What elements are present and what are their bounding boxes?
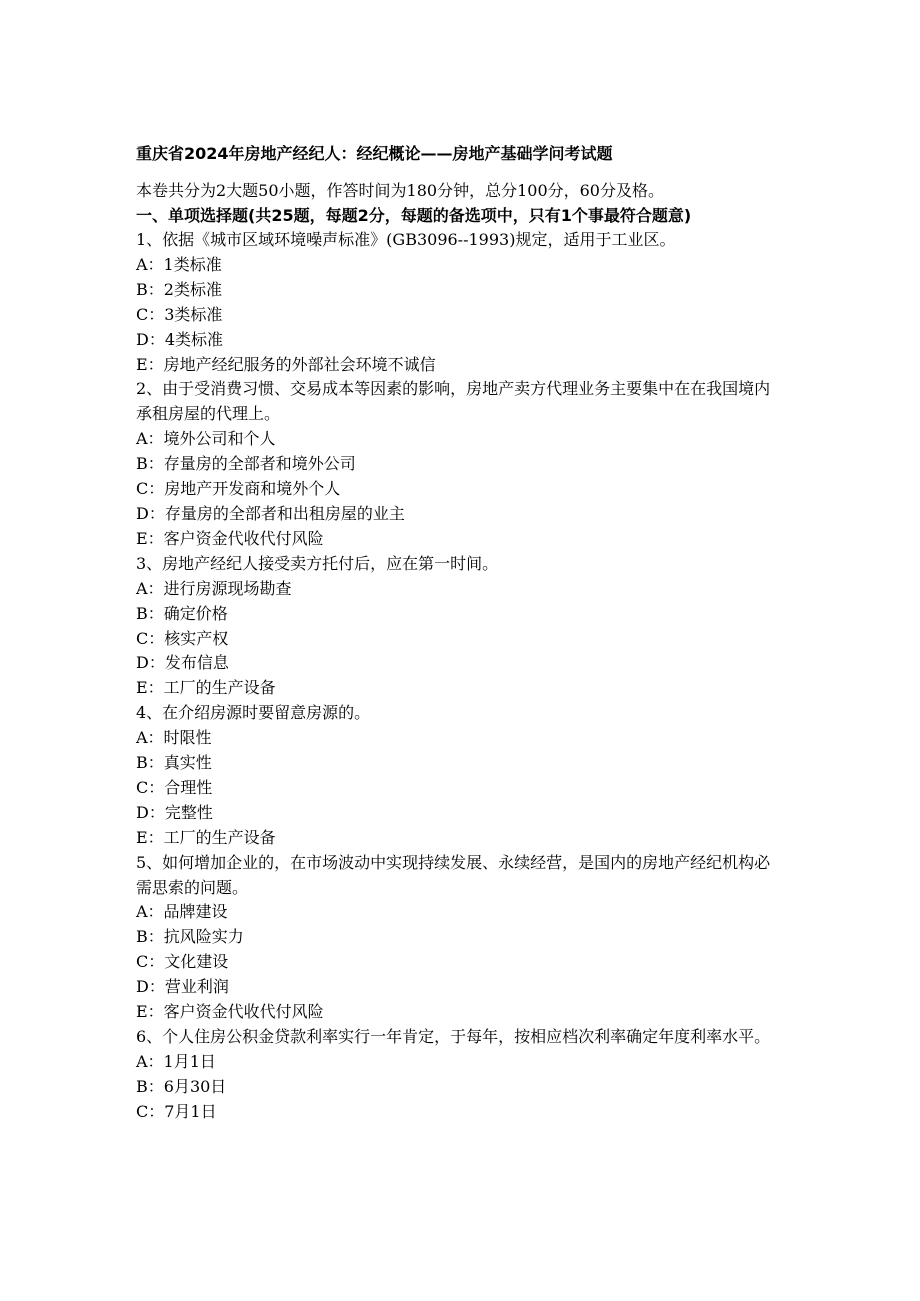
answer-option: B：存量房的全部者和境外公司 — [136, 454, 356, 474]
question-stem: 5、如何增加企业的，在市场波动中实现持续发展、永续经营，是国内的房地产经纪机构必需思索的问题。 — [136, 852, 771, 897]
question-stem: 6、个人住房公积金贷款利率实行一年肯定，于每年，按相应档次利率确定年度利率水平。 — [136, 1027, 771, 1046]
question-item — [136, 1025, 786, 1125]
question-item — [136, 851, 786, 1025]
document-title: 重庆省2024年房地产经纪人：经纪概论——房地产基础学问考试题 — [136, 144, 613, 163]
answer-option: D：完整性 — [136, 802, 213, 822]
question-item — [136, 377, 786, 551]
answer-option: A：1类标准 — [136, 254, 222, 274]
answer-option: E：客户资金代收代付风险 — [136, 528, 324, 548]
answer-option: E：工厂的生产设备 — [136, 827, 276, 847]
answer-option: D：发布信息 — [136, 653, 229, 673]
question-item — [136, 701, 786, 850]
document-body — [136, 142, 786, 1125]
question-stem: 2、由于受消费习惯、交易成本等因素的影响，房地产卖方代理业务主要集中在在我国境内承租房屋的代理上。 — [136, 379, 771, 424]
question-item — [136, 552, 786, 701]
answer-option: B：抗风险实力 — [136, 927, 244, 947]
answer-option: C：3类标准 — [136, 304, 223, 324]
answer-option: A：境外公司和个人 — [136, 429, 276, 449]
answer-option: A：1月1日 — [136, 1051, 216, 1071]
answer-option: E：客户资金代收代付风险 — [136, 1002, 324, 1022]
answer-option: C：核实产权 — [136, 628, 229, 648]
question-item — [136, 228, 786, 377]
answer-option: D：营业利润 — [136, 977, 229, 997]
answer-option: E：工厂的生产设备 — [136, 678, 276, 698]
answer-option: D：4类标准 — [136, 329, 224, 349]
question-stem: 1、依据《城市区域环境噪声标准》(GB3096--1993)规定，适用于工业区。 — [136, 230, 676, 249]
answer-option: A：品牌建设 — [136, 902, 228, 922]
answer-option: C：合理性 — [136, 777, 213, 797]
question-stem: 4、在介绍房源时要留意房源的。 — [136, 703, 371, 723]
question-stem: 3、房地产经纪人接受卖方托付后，应在第一时间。 — [136, 553, 499, 573]
answer-option: B：2类标准 — [136, 279, 222, 299]
answer-option: B：确定价格 — [136, 603, 228, 623]
answer-option: C：文化建设 — [136, 952, 229, 972]
answer-option: E：房地产经纪服务的外部社会环境不诚信 — [136, 354, 436, 374]
question-list — [136, 228, 786, 1125]
answer-option: C：房地产开发商和境外个人 — [136, 479, 341, 499]
section-heading: 一、单项选择题(共25题，每题2分，每题的备选项中，只有1个事最符合题意) — [136, 206, 692, 225]
answer-option: A：进行房源现场勘查 — [136, 578, 292, 598]
answer-option: B：真实性 — [136, 753, 212, 773]
answer-option: C：7月1日 — [136, 1101, 217, 1121]
exam-intro: 本卷共分为2大题50小题，作答时间为180分钟，总分100分，60分及格。 — [136, 181, 664, 200]
answer-option: B：6月30日 — [136, 1076, 227, 1096]
answer-option: D：存量房的全部者和出租房屋的业主 — [136, 503, 405, 523]
answer-option: A：时限性 — [136, 728, 212, 748]
